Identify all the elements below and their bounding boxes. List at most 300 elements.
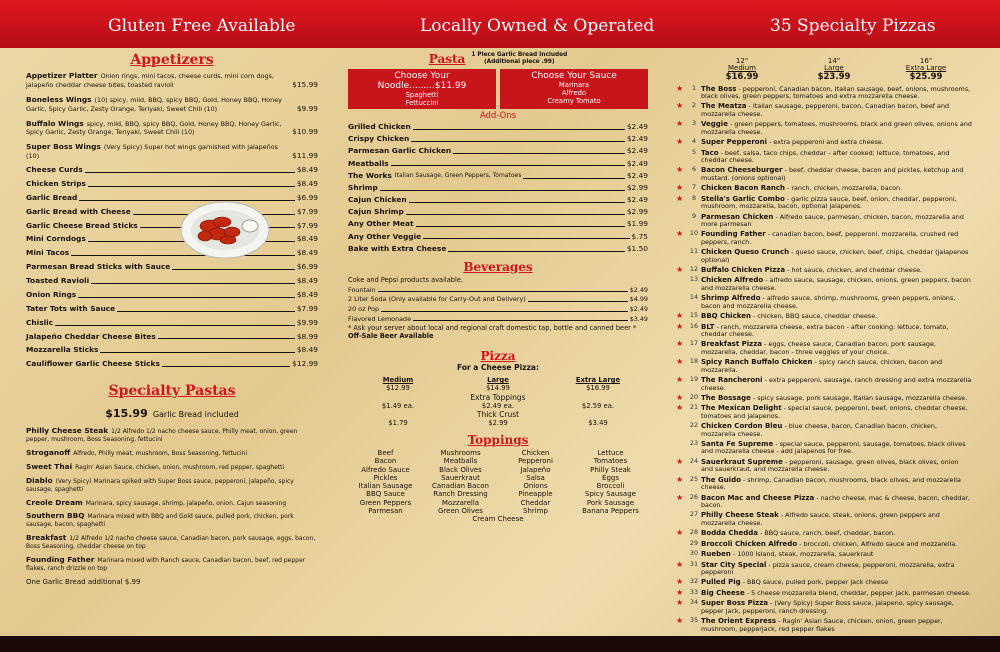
addon-name: Cajun Shrimp [348, 207, 404, 217]
size-header-cell [788, 58, 880, 82]
appetizer-price: $15.99 [292, 79, 318, 89]
addon-name: Any Other Meat [348, 219, 414, 229]
thick-price: $1.79 [388, 419, 408, 428]
specialty-pizza-number: 9 [691, 211, 697, 220]
beverage-name: Fountain [348, 285, 376, 294]
specialty-pizza-row [676, 102, 972, 118]
beverage-price: $4.99 [629, 295, 648, 304]
specialty-pizza-text [701, 102, 972, 118]
specialty-pizza-text [701, 248, 972, 264]
specialty-pizza-name: Stella's Garlic Combo [701, 194, 785, 203]
specialty-pasta-name: Stroganoff [26, 447, 71, 457]
pizza-sizes [348, 376, 648, 384]
leader-line [78, 291, 295, 298]
specialty-pasta-row [26, 449, 318, 458]
leader-line [378, 287, 628, 293]
specialty-pasta-name: Sweet Thai [26, 461, 73, 471]
specialty-pizza-desc: - canadian bacon, beef, pepperoni, mozzarella, crushed red peppers, ranch. [701, 230, 959, 246]
appetizer-row [26, 235, 318, 244]
specialty-pizza-row [676, 294, 972, 310]
pizza-price: $16.99 [586, 384, 610, 393]
specialty-pizza-name: Buffalo Chicken Pizza [701, 266, 786, 275]
appetizers-section [26, 52, 318, 586]
appetizer-desc: spicy, mild, BBQ, spicy BBQ, Gold, Honey BBQ, Honey Garlic, Spicy Garlic, Zesty Orange, Teriyaki, Sweet Chili (10) [26, 119, 282, 137]
specialty-pizza-name: Taco [701, 148, 719, 157]
appetizer-name: Appetizer Platter [26, 71, 98, 80]
addon-row [348, 135, 648, 144]
topping-item: Green Peppers [359, 498, 412, 507]
addon-name: Meatballs [348, 158, 389, 168]
specialty-pasta-name: Breakfast [26, 533, 67, 543]
specialty-pizza-text [701, 617, 972, 633]
leader-line [406, 208, 625, 215]
specialty-pizza-desc: - broccoli, chicken, Alfredo sauce and mozzarella. [797, 539, 958, 548]
addons-title: Add-Ons [479, 111, 517, 121]
specialty-pasta-desc: 1/2 Alfredo 1/2 nacho cheese sauce, Canadian bacon, pork sausage, eggs, bacon, Boss Seasoning, cheddar cheese on top [26, 535, 316, 551]
red-star-icon: ★ [676, 321, 684, 331]
addon-name: Crispy Chicken [348, 134, 410, 144]
specialty-pizza-text [701, 404, 972, 420]
appetizer-price: $8.49 [296, 178, 318, 188]
leader-line [162, 360, 290, 367]
appetizer-name: Mozzarella Sticks [26, 345, 99, 355]
beverage-name: 2 Liter Soda (Only available for Carry-Out and Delivery) [348, 295, 526, 304]
topping-item: Jalapeño [520, 465, 551, 474]
specialty-pizza-desc: - blue cheese, bacon, Canadian bacon, chicken, mozzarella cheese. [701, 422, 937, 438]
toppings-grid [348, 449, 648, 515]
appetizer-text [26, 120, 292, 138]
specialty-pizza-row [676, 440, 972, 456]
topping-item: Chicken [521, 449, 550, 458]
appetizer-row [26, 360, 318, 369]
beverage-price: $3.49 [629, 314, 648, 323]
noodle-box: Choose Your Noodle.........$11.99 Spaghetti Fettuccini [348, 69, 496, 109]
sauce-title: Choose Your Sauce [531, 71, 617, 81]
specialty-pizza-list [676, 85, 972, 633]
specialty-pizza-desc: - Alfredo sauce, steak, onions, green peppers and mozzarella cheese. [701, 511, 940, 527]
specialty-pasta-desc: 1/2 Alfredo 1/2 nacho cheese sauce, Philly meat, onion, green pepper, mushroom, Boss Seasoning, fettucini [26, 428, 298, 444]
appetizer-name: Cauliflower Garlic Cheese Sticks [26, 359, 160, 369]
leader-line [380, 184, 625, 191]
topping-item: Lettuce [597, 449, 624, 458]
specialty-pizza-number: 26 [689, 492, 699, 501]
specialty-pizza-name: Philly Cheese Steak [701, 511, 779, 520]
red-star-icon: ★ [676, 357, 684, 367]
specialty-pasta-desc: Marinara, spicy sausage, shrimp, jalapeño, onion. Cajun seasoning [85, 499, 287, 507]
appetizer-price: $6.99 [296, 262, 318, 272]
banner-gluten-free: Gluten Free Available [108, 16, 296, 36]
red-star-icon: ★ [676, 165, 684, 175]
sauce-option: Alfredo [561, 89, 587, 97]
size-price: $25.99 [909, 71, 943, 82]
addon-name: The Works [348, 170, 392, 180]
appetizer-name: Mini Tacos [26, 248, 70, 258]
specialty-pizza-row [676, 312, 972, 320]
appetizer-name: Super Boss Wings [26, 142, 101, 152]
no-star [676, 276, 687, 292]
specialty-pizza-desc: - garlic pizza sauce, beef, onion, cheddar, pepperoni, mushroom, mozzarella, bacon, optional jalapenos. [701, 194, 957, 211]
specialty-pizza-text [701, 599, 972, 615]
addon-name: Cajun Chicken [348, 195, 407, 205]
pasta-header [348, 52, 648, 66]
topping-item: Salsa [526, 473, 545, 482]
specialty-pasta-row [26, 499, 318, 508]
no-star [676, 294, 687, 310]
appetizer-row [26, 249, 318, 258]
specialty-pizza-text [701, 511, 972, 527]
appetizer-row [26, 120, 318, 138]
appetizer-row [26, 333, 318, 342]
specialty-pizza-desc: - extra pepperoni and extra cheese. [766, 138, 884, 147]
no-star [676, 213, 687, 229]
appetizer-text [26, 166, 297, 175]
appetizer-row [26, 194, 318, 203]
specialty-pizza-row [676, 276, 972, 292]
size-label: Medium [728, 64, 756, 73]
pasta-note-2: (Additional piece .99) [483, 58, 555, 65]
red-star-icon: ★ [676, 492, 684, 502]
sauce-option: Creamy Tomato [547, 97, 601, 105]
sauce-box [500, 69, 648, 109]
specialty-pizza-desc: - eggs, cheese sauce, Canadian bacon, pork sausage, mozzarella, cheddar, bacon - three veggies of your choice. [701, 340, 936, 356]
specialty-pizza-text [701, 376, 972, 392]
thick-price: $3.49 [588, 419, 608, 428]
specialty-pizza-text [701, 166, 972, 182]
specialty-pizza-text [701, 184, 972, 192]
topping-item: Broccoli [596, 482, 625, 491]
appetizer-name: Cheese Curds [26, 165, 83, 174]
leader-line [423, 233, 629, 240]
topping-item: Banana Peppers [582, 506, 639, 515]
size-header-cell [696, 58, 788, 82]
appetizer-price: $6.99 [296, 192, 318, 202]
specialty-pizza-row [676, 166, 972, 182]
red-star-icon: ★ [676, 137, 684, 147]
appetizer-price: $7.99 [296, 220, 318, 230]
specialty-pizza-name: Chicken Bacon Ranch [701, 184, 785, 193]
specialty-pizza-row [676, 340, 972, 356]
appetizer-name: Garlic Bread with Cheese [26, 206, 131, 216]
specialty-pizza-number: 27 [689, 510, 699, 519]
appetizer-price: $8.49 [296, 165, 318, 174]
topping-item: BBQ Sauce [366, 490, 405, 499]
red-star-icon: ★ [676, 375, 684, 385]
beverage-row [348, 287, 648, 295]
addon-price: $2.49 [626, 146, 648, 156]
addon-row [348, 172, 648, 181]
appetizer-text [26, 305, 297, 314]
appetizer-name: Jalapeño Cheddar Cheese Bites [26, 331, 156, 341]
specialty-pizza-desc: - BBQ sauce, ranch, beef, cheddar, bacon. [757, 529, 896, 538]
addon-name: Any Other Veggie [348, 231, 422, 241]
appetizers-title: Appetizers [130, 52, 214, 68]
specialty-pizza-number: 29 [689, 538, 699, 547]
specialty-pizza-row [676, 529, 972, 537]
specialty-pizza-desc: - hot sauce, chicken, and cheddar cheese. [785, 266, 923, 275]
appetizer-row [26, 291, 318, 300]
addon-row [348, 147, 648, 156]
specialty-pizza-name: Pulled Pig [701, 578, 741, 587]
addon-row [348, 123, 648, 132]
extra-price: $2.59 ea. [581, 402, 615, 411]
leader-line [381, 306, 628, 312]
specialty-pizza-row [676, 589, 972, 597]
specialty-pizza-number: 25 [689, 474, 699, 483]
addon-row [348, 220, 648, 229]
no-star [676, 440, 687, 456]
appetizer-name: Chicken Strips [26, 178, 86, 188]
specialty-pizza-number: 15 [689, 311, 699, 320]
specialty-pizza-desc: - nacho cheese, mac & cheese, bacon, cheddar, bacon. [701, 493, 970, 510]
specialty-pizza-number: 4 [691, 137, 697, 146]
specialty-pizza-row [676, 120, 972, 136]
topping-item: Black Olives [439, 465, 482, 474]
size-inches: 14" [827, 57, 841, 65]
specialty-pizza-desc: - ranch, chicken, mozzarella, bacon. [784, 184, 903, 193]
pasta-note-1: 1 Piece Garlic Bread Included [471, 52, 568, 58]
bottom-bar [0, 636, 1000, 652]
specialty-pizza-name: Spicy Ranch Buffalo Chicken [701, 358, 813, 367]
pizza-price: $12.99 [386, 384, 410, 393]
size-inches: 16" [919, 57, 933, 65]
pizza-subtitle: For a Cheese Pizza: [457, 363, 539, 373]
pizza-title: Pizza [480, 349, 516, 364]
appetizer-name: Onion Rings [26, 289, 77, 299]
specialty-pizza-desc: - pepperoni, Canadian bacon, Italian sausage, beef, onions, mushrooms, black olives, green peppers, tomatoes and extra mozzarella cheese. [701, 84, 971, 101]
specialty-pastas-garlic: Garlic Bread included [152, 410, 239, 420]
specialty-pastas-title: Specialty Pastas [108, 383, 236, 400]
appetizer-desc: (10) spicy, mild, BBQ, spicy BBQ, Gold, Honey BBQ, Honey Garlic, Spicy Garlic, Zesty Orange, Teriyaki, Sweet Chili (10) [26, 95, 282, 113]
appetizer-desc: (Very Spicy) Super hot wings garnished with jalapeños (10) [26, 143, 278, 161]
appetizer-text [26, 143, 292, 161]
appetizer-text [26, 346, 297, 355]
leader-line [55, 319, 295, 326]
specialty-pasta-desc: Alfredo, Philly meat, mushroom, Boss Seasoning, fettucini [73, 449, 248, 457]
specialty-pizza-number: 10 [689, 229, 699, 238]
specialty-pizza-row [676, 323, 972, 339]
pasta-note [471, 52, 567, 66]
specialty-pizza-desc: - special sauce, pepperoni, sausage, tomatoes, black olives and mozzarella cheese - add jalapenos for free. [701, 440, 966, 456]
specialty-pizza-row [676, 476, 972, 492]
leader-line [523, 172, 625, 179]
appetizer-row [26, 346, 318, 355]
appetizer-name: Boneless Wings [26, 94, 92, 104]
specialty-pizza-text [701, 494, 972, 510]
beverage-row [348, 316, 648, 324]
appetizer-name: Chislic [26, 317, 54, 327]
addon-price: $2.49 [626, 170, 648, 180]
specialty-pizza-number: 17 [689, 339, 699, 348]
specialty-pizza-row [676, 422, 972, 438]
specialty-pizza-number: 28 [689, 528, 699, 537]
leader-line [391, 160, 625, 167]
addon-price: $.75 [631, 231, 648, 241]
specialty-pastas-price-line [26, 402, 318, 421]
specialty-pasta-row [26, 556, 318, 573]
extra-price: $1.49 ea. [381, 402, 415, 411]
specialty-pizza-text [701, 529, 972, 537]
red-star-icon: ★ [676, 311, 684, 321]
noodle-title: Choose Your Noodle [377, 71, 450, 91]
specialty-pizza-desc: - (Very Spicy) Super Boss sauce, jalapeno, spicy sausage, pepper jack, pepperoni, ranch dressing. [701, 599, 954, 615]
addon-row [348, 160, 648, 169]
specialty-pizza-text [701, 440, 972, 456]
specialty-pizza-name: Breakfast Pizza [701, 340, 763, 349]
specialty-pizza-text [701, 213, 972, 229]
specialty-pizza-number: 23 [689, 439, 699, 448]
specialty-pasta-desc: (Very Spicy) Marinara spiked with Super Boss sauce, pepperoni, jalapeño, spicy sausage, spaghetti [26, 477, 294, 493]
specialty-pizza-row [676, 511, 972, 527]
specialty-pizza-desc: - special sauce, pepperoni, beef, onions, cheddar cheese, tomatoes and jalapenos. [701, 404, 968, 420]
specialty-pizza-number: 30 [689, 549, 699, 558]
no-star [676, 550, 687, 558]
banner-locally-owned: Locally Owned & Operated [420, 16, 655, 36]
specialty-pizza-desc: - chicken, BBQ sauce, cheddar cheese. [750, 312, 878, 321]
specialty-pasta-desc: Marinara mixed with Ranch sauce, Canadian bacon, beef, red pepper flakes, ranch drizzle on top [26, 557, 306, 572]
specialty-pizza-name: Parmesan Chicken [701, 212, 774, 221]
topping-item: Beef [377, 449, 394, 458]
specialty-pizza-row [676, 85, 972, 101]
specialty-pasta-row [26, 512, 318, 529]
specialty-pizza-text [701, 540, 972, 548]
appetizer-text [26, 291, 297, 300]
topping-item: Ranch Dressing [433, 490, 488, 499]
extra-toppings-title: Extra Toppings [470, 393, 526, 403]
addon-desc: Italian Sausage, Green Peppers, Tomatoes [394, 171, 522, 179]
thick-crust-title: Thick Crust [476, 410, 520, 420]
size-price: $23.99 [817, 71, 851, 82]
appetizer-price: $8.99 [296, 331, 318, 341]
topping-item: Philly Steak [590, 465, 631, 474]
addon-row [348, 184, 648, 193]
specialty-pizza-text [701, 230, 972, 246]
specialty-pizza-name: Broccoli Chicken Alfredo [701, 539, 798, 548]
specialty-pasta-name: Philly Cheese Steak [26, 426, 109, 436]
specialty-pizza-name: The Guido [701, 475, 741, 484]
addons-list [348, 123, 648, 254]
topping-item: Eggs [602, 473, 619, 482]
size-inches: 12" [735, 57, 749, 65]
specialty-pizza-row [676, 561, 972, 577]
specialty-pizza-text [701, 294, 972, 310]
beverage-price: $2.49 [629, 285, 648, 294]
red-star-icon: ★ [676, 392, 684, 402]
addon-price: $2.99 [626, 207, 648, 217]
appetizer-price: $8.49 [296, 345, 318, 355]
leader-line [448, 245, 625, 252]
specialty-pizza-text [701, 578, 972, 586]
appetizer-price: $8.49 [296, 289, 318, 299]
specialty-pizza-desc: - green peppers, tomatoes, mushrooms, black and green olives, onions and mozzarella cheese. [701, 120, 972, 136]
no-star [676, 248, 687, 264]
addon-price: $2.49 [626, 158, 648, 168]
red-star-icon: ★ [676, 183, 684, 193]
specialty-pizza-desc: - shrimp, Canadian bacon, mushrooms, black olives, and mozzarella cheese. [701, 475, 961, 492]
topping-item: Pickles [373, 473, 398, 482]
specialty-pizza-desc: - beef, salsa, taco chips, cheddar - after cooked; lettuce, tomatoes, and cheddar cheese. [701, 148, 950, 164]
appetizer-price: $8.49 [296, 248, 318, 258]
beverage-name: 20 oz Pop [348, 304, 380, 313]
specialty-pizzas-section [676, 58, 972, 652]
specialty-pizza-desc: - pizza sauce, cream cheese, pepperoni, mozzarella, extra pepperoni [701, 560, 955, 576]
no-star [676, 149, 687, 165]
specialty-pizza-number: 3 [691, 119, 697, 128]
leader-line [85, 166, 295, 173]
specialty-pizza-row [676, 358, 972, 374]
specialty-pizza-number: 6 [691, 165, 697, 174]
top-banner [0, 0, 1000, 48]
specialty-pizza-name: The Rancheroni [701, 376, 763, 385]
addon-name: Bake with Extra Cheese [348, 243, 447, 253]
appetizers-list [26, 72, 318, 369]
specialty-pizza-number: 1 [691, 83, 697, 92]
leader-line [117, 305, 295, 312]
specialty-pizza-row [676, 248, 972, 264]
addon-price: $2.49 [626, 122, 648, 131]
red-star-icon: ★ [676, 474, 684, 484]
specialty-pizza-desc: - queso sauce, chicken, beef, chips, cheddar (jalapenos optional) [701, 248, 969, 264]
leader-line [528, 296, 628, 302]
size-label: Large [824, 64, 844, 73]
pasta-title: Pasta [428, 52, 466, 66]
appetizer-row [26, 208, 318, 217]
leader-line [100, 346, 294, 353]
pasta-choice-boxes [348, 69, 648, 109]
wings-plate-image [180, 196, 270, 260]
addon-row [348, 208, 648, 217]
appetizer-text [26, 360, 292, 369]
addon-price: $2.49 [626, 134, 648, 144]
specialty-pizza-text [701, 550, 972, 558]
red-star-icon: ★ [676, 587, 684, 597]
appetizer-text [26, 263, 297, 272]
leader-line [413, 123, 625, 130]
specialty-pizza-text [701, 561, 972, 577]
specialty-pizza-desc: - alfredo sauce, shrimp, mushrooms, green peppers, onions, bacon and mozzarella cheese. [701, 294, 956, 310]
specialty-pasta-name: Founding Father [26, 555, 95, 565]
specialty-pizza-number: 18 [689, 357, 699, 366]
red-star-icon: ★ [676, 229, 684, 239]
red-star-icon: ★ [676, 119, 684, 129]
specialty-pizza-row [676, 394, 972, 402]
appetizer-row [26, 277, 318, 286]
topping-item: Meatballs [443, 457, 478, 466]
specialty-pizza-row [676, 184, 972, 192]
appetizer-name: Mini Corndogs [26, 234, 86, 244]
size-header-cell [880, 58, 972, 82]
beverage-row [348, 306, 648, 314]
extra-price: $2.49 ea. [481, 402, 515, 411]
size-price: $16.99 [725, 71, 759, 82]
garlic-bread-additional: One Garlic Bread additional $.99 [26, 577, 141, 586]
specialty-pizza-row [676, 149, 972, 165]
specialty-pizza-name: Chicken Cordon Bleu [701, 422, 783, 431]
addon-row [348, 233, 648, 242]
addon-price: $2.99 [626, 182, 648, 192]
specialty-pizza-text [701, 394, 972, 402]
specialty-pizza-row [676, 494, 972, 510]
specialty-pizza-name: The Orient Express [701, 617, 777, 626]
specialty-pizza-text [701, 195, 972, 211]
pizza-size: Medium [382, 376, 414, 385]
red-star-icon: ★ [676, 598, 684, 608]
specialty-pizza-number: 31 [689, 559, 699, 568]
pizza-size: Large [487, 376, 509, 385]
beverages-ask: * Ask your server about local and regional craft domestic tap, bottle and canned beer * [348, 324, 637, 333]
specialty-pizza-name: Bacon Mac and Cheese Pizza [701, 493, 815, 502]
specialty-pizza-number: 7 [691, 183, 697, 192]
addon-name: Parmesan Garlic Chicken [348, 146, 452, 156]
